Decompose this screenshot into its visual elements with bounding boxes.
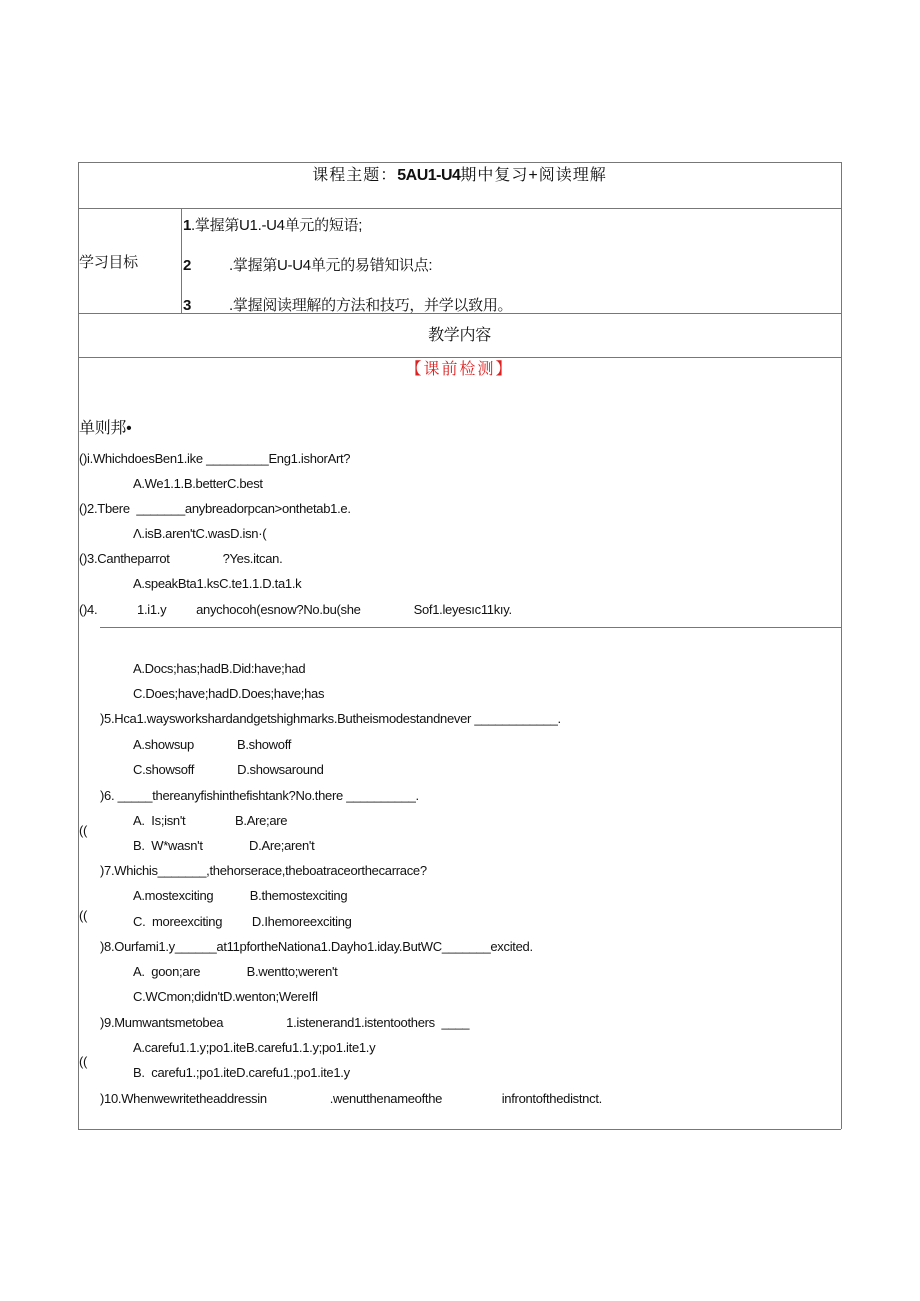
answer-options: Λ.isB.aren'tC.wasD.isn·( — [133, 526, 267, 541]
margin-mark: (( — [79, 823, 88, 838]
answer-options: A.mostexciting B.themostexciting — [133, 888, 348, 903]
margin-mark: (( — [79, 908, 88, 923]
answer-options: B. W*wasn't D.Are;aren't — [133, 838, 315, 853]
table-border-left — [78, 162, 79, 1129]
separator-line — [100, 627, 841, 628]
answer-options: C. moreexciting D.Ihemoreexciting — [133, 914, 352, 929]
content-heading: 教学内容 — [428, 327, 491, 344]
question-line: )9.Mumwantsmetobea 1.istenerand1.istentoothers ____ — [100, 1015, 470, 1030]
question-line: )8.Ourfami1.y______at11pfortheNationa1.Dayho1.iday.ButWC_______excited. — [100, 939, 533, 954]
answer-options: A.showsup B.showoff — [133, 737, 292, 752]
question-line: ()2.Tbere _______anybreadorpcan>onthetab1.e. — [79, 501, 351, 516]
answer-options: C.WCmon;didn'tD.wenton;WereIfl — [133, 989, 318, 1004]
question-line: ()4. 1.i1.y anychocoh(esnow?No.bu(she Sof1.leyesıc11kıy. — [79, 602, 512, 617]
subsection-title: 单则邦• — [79, 420, 132, 437]
goal-item: 3 .掌握阅读理解的方法和技巧，并学以致用。 — [183, 297, 513, 314]
goal-item: 1.掌握第U1.-U4单元的短语; — [183, 217, 363, 234]
table-border-bottom — [78, 1129, 841, 1130]
question-line: )7.Whichis_______,thehorserace,theboatraceorthecarrace? — [100, 863, 427, 878]
answer-options: C.Does;have;hadD.Does;have;has — [133, 686, 325, 701]
table-divider — [78, 357, 841, 358]
course-title: 课程主题：5AU1-U4期中复习+阅读理解 — [312, 167, 607, 184]
section-title: 【课前检测】 — [405, 361, 514, 378]
column-divider — [181, 208, 182, 313]
table-border-top — [78, 162, 841, 163]
goals-label: 学习目标 — [79, 254, 138, 271]
question-line: ()3.Cantheparrot ?Yes.itcan. — [79, 551, 283, 566]
margin-mark: (( — [79, 1054, 88, 1069]
question-line: )6. _____thereanyfishinthefishtank?No.there __________. — [100, 788, 419, 803]
question-line: )5.Hca1.waysworkshardandgetshighmarks.Butheismodestandnever ____________. — [100, 711, 561, 726]
answer-options: A.speakBta1.ksC.te1.1.D.ta1.k — [133, 576, 302, 591]
answer-options: A. Is;isn't B.Are;are — [133, 813, 288, 828]
answer-options: A. goon;are B.wentto;weren't — [133, 964, 338, 979]
question-line: )10.Whenwewritetheaddressin .wenutthenameofthe infrontofthedistnct. — [100, 1091, 602, 1106]
answer-options: B. carefu1.;po1.iteD.carefu1.;po1.ite1.y — [133, 1065, 350, 1080]
answer-options: A.We1.1.B.betterC.best — [133, 476, 263, 491]
answer-options: A.Docs;has;hadB.Did:have;had — [133, 661, 306, 676]
table-border-right — [841, 162, 842, 1129]
answer-options: C.showsoff D.showsaround — [133, 762, 324, 777]
goal-item: 2 .掌握第U-U4单元的易错知识点: — [183, 257, 433, 274]
answer-options: A.carefu1.1.y;po1.iteB.carefu1.1.y;po1.ite1.y — [133, 1040, 376, 1055]
table-divider — [78, 208, 841, 209]
question-line: ()i.WhichdoesBen1.ike _________Eng1.ishorArt? — [79, 451, 351, 466]
